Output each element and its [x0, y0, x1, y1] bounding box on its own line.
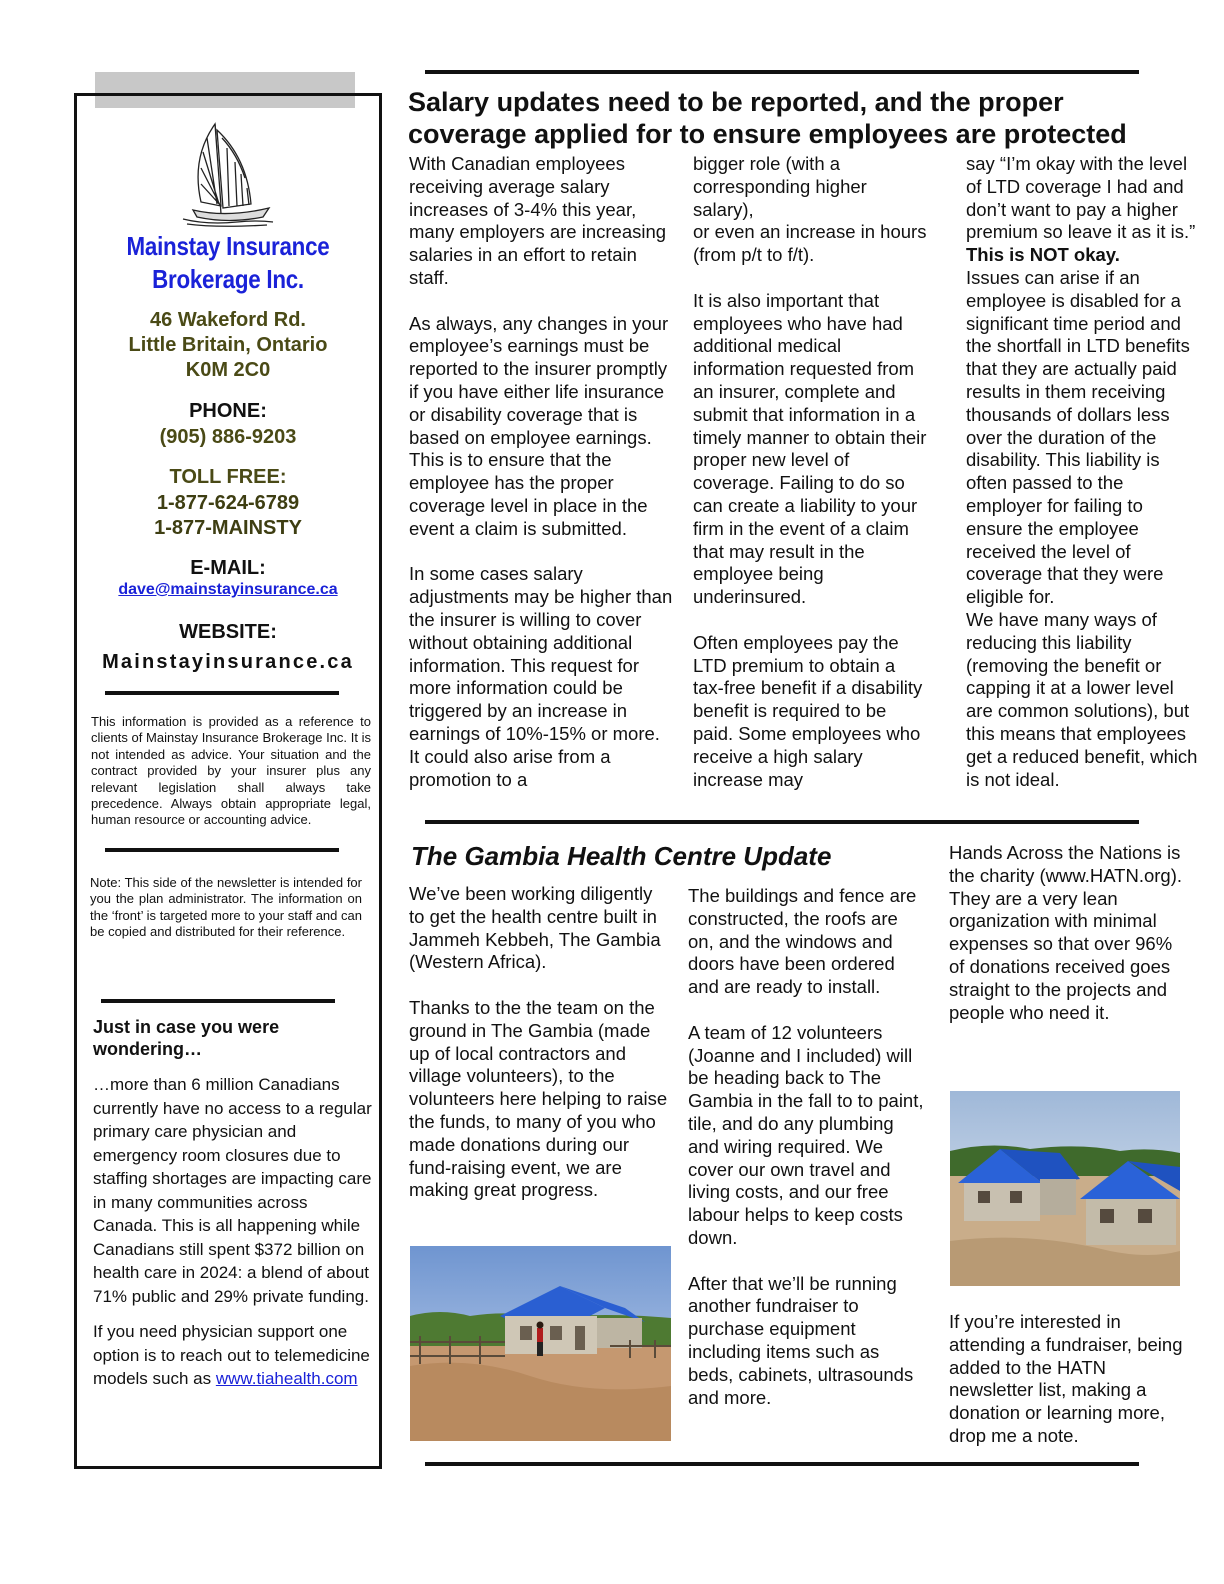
website-value: Mainstayinsurance.ca: [102, 651, 354, 673]
gambia-col2-paragraph: After that we’ll be running another fundraiser to purchase equipment including items such as beds, cabinets, ultrasounds and more.: [688, 1272, 914, 1408]
company-name-line2: Brokerage Inc.: [152, 264, 304, 294]
gambia-column-3: [949, 842, 1189, 1024]
address: [77, 308, 379, 383]
company-name-line1: Mainstay Insurance: [126, 231, 330, 261]
company-name: [98, 230, 358, 296]
salary-col1-paragraph: As always, any changes in your employee’s earnings must be reported to the insurer promptly if you have either life insurance or disability coverage that is based on employee earnings. This is to ensure that the employee has the proper coverage level in place in the event a claim is submitted.: [409, 312, 669, 539]
gambia-col2-paragraph: A team of 12 volunteers (Joanne and I included) will be heading back to The Gambia in the fall to to paint, tile, and do any plumbing and wiring required. We cover our own travel and living costs, and our free labour helps to keep costs down.: [688, 1021, 924, 1248]
salary-col2-paragraph: It is also important that employees who have had additional medical information requested from an insurer, complete and submit that information in a timely manner to obtain their proper new level of coverage. Failing to do so can create a liability to your firm in the event of a claim that may result in the employee being underinsured.: [693, 289, 927, 608]
health-centre-photo-1: [410, 1246, 671, 1441]
phone-number: (905) 886-9203: [159, 426, 297, 448]
email-link[interactable]: dave@mainstayinsurance.ca: [118, 581, 338, 598]
gambia-article-title: The Gambia Health Centre Update: [411, 841, 832, 871]
divider: [101, 999, 335, 1003]
salary-col3-paragraph: say “I’m okay with the level of LTD coverage I had and don’t want to pay a higher premium so leave it as it is.”: [966, 153, 1196, 243]
gambia-col1-paragraph: We’ve been working diligently to get the health centre built in Jammeh Kebbeh, The Gambia (Western Africa).: [409, 883, 661, 973]
health-centre-photo-2: [950, 1091, 1180, 1286]
divider: [105, 691, 339, 695]
phone-label: PHONE:: [189, 400, 267, 422]
gambia-col1-paragraph: Thanks to the the team on the ground in The Gambia (made up of local contractors and village volunteers), to the volunteers here helping to raise the funds, to many of you who made donations during our fund-raising event, we are making great progress.: [409, 996, 668, 1201]
salary-col2-paragraph: Often employees pay the LTD premium to obtain a tax-free benefit if a disability benefit is required to be paid. Some employees who receive a high salary increase may: [693, 631, 923, 790]
top-rule: [425, 70, 1139, 74]
salary-col3-paragraph: Issues can arise if an employee is disabled for a significant time period and the shortfall in LTD benefits that they are actually paid results in them receiving thousands of dollars less over the duration of the disability. This liability is often passed to the employer for failing to ensure the employee received the level of coverage that they were eligible for.: [966, 266, 1190, 608]
tiahealth-link[interactable]: www.tiahealth.com: [215, 1369, 358, 1388]
bottom-rule: [425, 1462, 1139, 1466]
sidebar-contact-box: [74, 93, 382, 1469]
tollfree-number-1: 1-877-624-6789: [156, 492, 300, 514]
gambia-column-3b: [949, 1311, 1189, 1448]
wonder-title: Just in case you were wondering…: [93, 1017, 280, 1059]
gambia-column-2: [688, 885, 928, 1409]
wonder-paragraph-2-text: If you need physician support one option is to reach out to telemedicine models such as: [93, 1322, 370, 1388]
gambia-col3-paragraph: Hands Across the Nations is the charity (www.HATN.org). They are a very lean organization with minimal expenses so that over 96% of donations received goes straight to the projects and people who need it.: [949, 842, 1183, 1023]
wonder-paragraph-2: [93, 1320, 373, 1391]
divider: [105, 848, 339, 852]
wonder-paragraph-1: …more than 6 million Canadians currently have no access to a regular primary care physician and emergency room closures due to staffing shortages are impacting care in many communities across Canada. This is all happening while Canadians still spent $372 billion on health care in 2024: a blend of about 71% public and 29% private funding.: [93, 1075, 372, 1306]
gambia-col3-paragraph: If you’re interested in attending a fundraiser, being added to the HATN newsletter list, making a donation or learning more, drop me a note.: [949, 1311, 1183, 1446]
wonder-body: [93, 1073, 373, 1403]
salary-column-2: [693, 153, 929, 791]
salary-column-3: [966, 153, 1204, 791]
gambia-column-1: [409, 883, 671, 1202]
address-line1: 46 Wakeford Rd.: [150, 309, 306, 331]
note-text: Note: This side of the newsletter is intended for you the plan administrator. The information on the ‘front’ is targeted more to your staff and can be copied and distributed for their reference.: [90, 875, 362, 940]
address-line2: Little Britain, Ontario: [128, 334, 328, 356]
salary-title-line2: coverage applied for to ensure employees are protected: [408, 119, 1127, 149]
salary-col1-paragraph: With Canadian employees receiving average salary increases of 3-4% this year, many employers are increasing salaries in an effort to retain staff.: [409, 153, 667, 288]
sailboat-icon: [177, 118, 277, 228]
salary-col1-paragraph: In some cases salary adjustments may be higher than the insurer is willing to cover without obtaining additional information. This request for more information could be triggered by an increase in earnings of 10%-15% or more. It could also arise from a promotion to a: [409, 563, 673, 790]
salary-col3-bold: This is NOT okay.: [966, 244, 1120, 266]
salary-col3-paragraph: We have many ways of reducing this liability (removing the benefit or capping it at a lower level are common solutions), but this means that employees get a reduced benefit, which is not ideal.: [966, 608, 1198, 790]
gambia-col2-paragraph: The buildings and fence are constructed, the roofs are on, and the windows and doors have been ordered and are ready to install.: [688, 885, 917, 998]
tollfree-number-2: 1-877-MAINSTY: [154, 517, 302, 539]
salary-col2-paragraph: or even an increase in hours (from p/t to f/t).: [693, 221, 927, 266]
disclaimer-text: This information is provided as a reference to clients of Mainstay Insurance Brokerage Inc. It is not intended as advice. Your situation and the contract provided by your insurer plus any relevant legislation shall always take precedence. Always obtain appropriate legal, human resource or accounting advice.: [91, 714, 371, 828]
website-label: WEBSITE:: [179, 621, 277, 643]
salary-title-line1: Salary updates need to be reported, and the proper: [408, 87, 1064, 117]
salary-column-1: [409, 153, 675, 791]
salary-col2-paragraph: bigger role (with a corresponding higher salary),: [693, 153, 867, 220]
middle-rule: [425, 820, 1139, 824]
salary-article-title: [408, 86, 1188, 150]
email-label: E-MAIL:: [190, 557, 266, 579]
address-line3: K0M 2C0: [185, 359, 271, 381]
tollfree-label: TOLL FREE:: [169, 466, 287, 488]
